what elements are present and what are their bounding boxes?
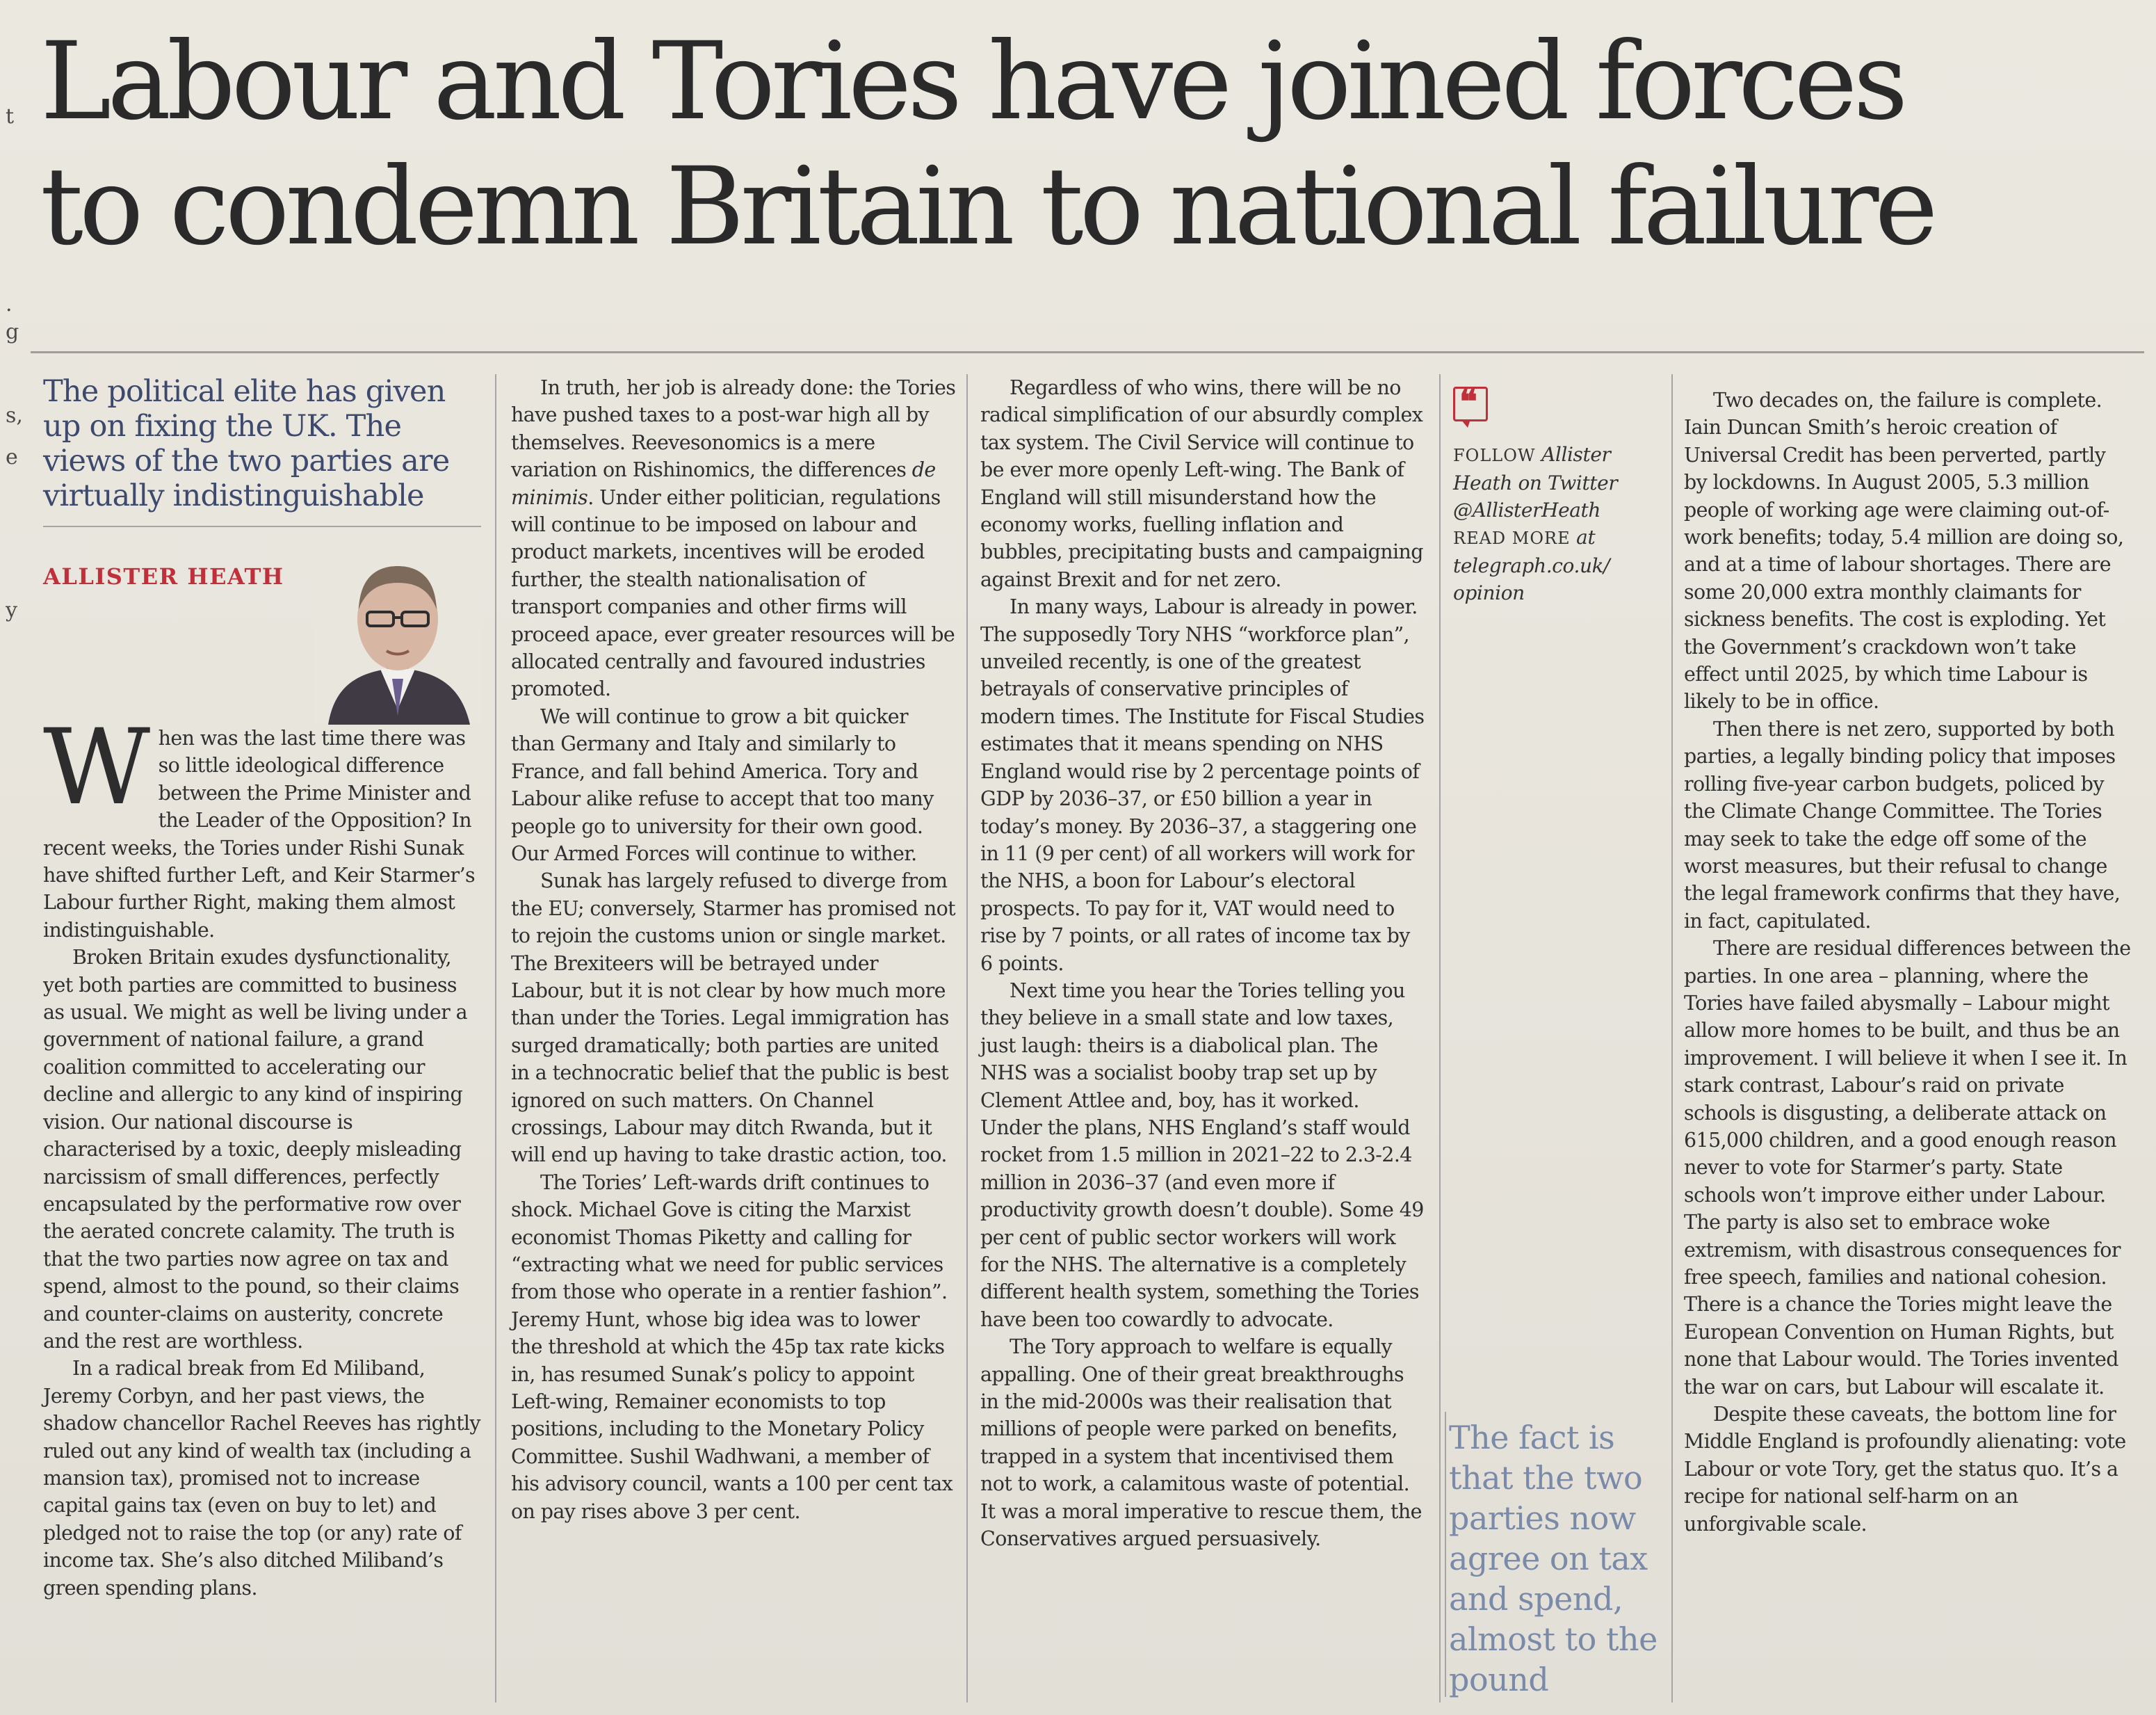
bleed-fragment: e bbox=[6, 445, 18, 469]
pullquote-rule bbox=[1445, 1412, 1446, 1697]
body-paragraph: Next time you hear the Tories telling you they believe in a small state and low taxes, just laugh: theirs is a diabolical plan. The NHS was a socialist booby trap set up by Clement Attlee and, boy, has it worked. Under the plans, NHS England’s staff would rocket from 1.5 million in 2021–22 to 2.3-2.4 million in 2036–37 (and even more if productivity growth doesn’t double). Some 49 per cent of public sector workers will work for the NHS. The alternative is a completely different health system, something the Tories have been too cowardly to advocate. bbox=[980, 979, 1424, 1331]
article-column-3 bbox=[980, 374, 1425, 1552]
pull-quote: The fact is that the two parties now agree on tax and spend, almost to the pound bbox=[1449, 1419, 1657, 1698]
author-byline: ALLISTER HEATH bbox=[43, 563, 284, 590]
latin-phrase: de minimis bbox=[511, 458, 936, 509]
body-paragraph: There are residual differences between the parties. In one area – planning, where the Tories have failed abysmally – Labour might allow more homes to be built, and thus be an improvement. I will believe it when I see it. In stark contrast, Labour’s raid on private schools is disgusting, a deliberate attack on 615,000 children, and a good enough reason never to vote for Starmer’s party. State schools won’t improve either under Labour. The party is also set to embrace woke extremism, with disastrous consequences for free speech, families and national cohesion. There is a chance the Tories might leave the European Convention on Human Rights, but none that Labour would. The Tories invented the war on cars, but Labour will escalate it. bbox=[1684, 937, 2131, 1399]
body-paragraph: Two decades on, the failure is complete. Iain Duncan Smith’s heroic creation of Universal Credit has been perverted, partly by lockdowns. In August 2005, 5.3 million people of working age were claiming out-of-work benefits; today, 5.4 million are doing so, and at a time of labour shortages. There are some 20,000 extra monthly claimants for sickness benefits. The cost is exploding. Yet the Government’s crackdown won’t take effect until 2025, by which time Labour is likely to be in office. bbox=[1684, 389, 2124, 714]
body-paragraph: We will continue to grow a bit quicker than Germany and Italy and similarly to France, and fall behind America. Tory and Labour alike refuse to accept that too many people go to university for their own good. Our Armed Forces will continue to wither. bbox=[511, 704, 934, 865]
body-paragraph: In truth, her job is already done: the Tories have pushed taxes to a post-war high all by themselves. Reevesonomics is a mere variation on Rishinomics, the differences de minimis. Under either politician, regulations will continue to be imposed on labour and product markets, incentives will be eroded further, the stealth nationalisation of transport companies and other firms will proceed apace, ever greater resources will be allocated centrally and favoured industries promoted. bbox=[511, 376, 956, 701]
body-paragraph: In a radical break from Ed Miliband, Jeremy Corbyn, and her past views, the shadow chancellor Rachel Reeves has rightly ruled out any kind of wealth tax (including a mansion tax), promised not to increase capital gains tax (even on buy to let) and pledged not to raise the top (or any) rate of income tax. She’s also ditched Miliband’s green spending plans. bbox=[43, 1357, 480, 1600]
headline-rule bbox=[31, 351, 2144, 353]
column-divider bbox=[1671, 374, 1673, 1702]
body-paragraph: Broken Britain exudes dysfunctionality, yet both parties are committed to business as usual. We might as well be living under a government of national failure, a grand coalition committed to accelerating our decline and allergic to any kind of inspiring vision. Our national discourse is characterised by a toxic, deeply misleading narcissism of small differences, perfectly encapsulated by the performative row over the aerated concrete calamity. The truth is that the two parties now agree on tax and spend, almost to the pound, so their claims and counter-claims on austerity, concrete and the rest are worthless. bbox=[43, 946, 467, 1353]
bleed-fragment: . bbox=[6, 292, 13, 316]
author-portrait bbox=[314, 542, 481, 725]
follow-promo: FOLLOW Allister Heath on Twitter @AllisterHeath READ MORE at telegraph.co.uk/ opinion bbox=[1453, 443, 1618, 604]
standfirst: The political elite has given up on fixing the UK. The views of the two parties are virtually indistinguishable bbox=[43, 374, 450, 513]
headline-line-2: to condemn Britain to national failure bbox=[40, 145, 1934, 269]
body-paragraph: The Tory approach to welfare is equally appalling. One of their great breakthroughs in the mid-2000s was their realisation that millions of people were parked on benefits, trapped in a system that incentivised them not to work, a calamitous waste of potential. It was a moral imperative to rescue them, the Conservatives argued persuasively. bbox=[980, 1335, 1422, 1551]
headline-line-1: Labour and Tories have joined forces bbox=[40, 19, 1904, 144]
body-paragraph: Sunak has largely refused to diverge from the EU; conversely, Starmer has promised not to rejoin the customs union or single market. The Brexiteers will be betrayed under Labour, but it is not clear by how much more than under the Tories. Legal immigration has surged dramatically; both parties are united in a technocratic belief that the public is best ignored on such matters. On Channel crossings, Labour may ditch Rwanda, but it will end up having to take drastic action, too. bbox=[511, 869, 956, 1167]
read-more-link[interactable]: at telegraph.co.uk/ opinion bbox=[1453, 526, 1610, 604]
column-divider bbox=[495, 374, 496, 1702]
body-paragraph: The Tories’ Left-wards drift continues to shock. Michael Gove is citing the Marxist economist Thomas Piketty and calling for “extracting what we need for public services from those who operate in a rentier fashion”. Jeremy Hunt, whose big idea was to lower the threshold at which the 45p tax rate kicks in, has resumed Sunak’s policy to appoint Left-wing, Remainer economists to top positions, including to the Monetary Policy Committee. Sushil Wadhwani, a member of his advisory council, wants a 100 per cent tax on pay rises above 3 per cent. bbox=[511, 1170, 953, 1523]
body-paragraph: Regardless of who wins, there will be no radical simplification of our absurdly complex tax system. The Civil Service will continue to be ever more openly Left-wing. The Bank of England will still misunderstand how the economy works, fuelling inflation and bubbles, precipitating busts and campaigning against Brexit and for net zero. bbox=[980, 376, 1423, 591]
article-column-2 bbox=[511, 374, 956, 1525]
body-paragraph: Despite these caveats, the bottom line for Middle England is profoundly alienating: vote Labour or vote Tory, get the status quo. It’s a recipe for national self-harm on an unforgivable scale. bbox=[1684, 1403, 2126, 1536]
bleed-fragment: g bbox=[6, 320, 19, 344]
bleed-fragment: s, bbox=[6, 403, 23, 428]
drop-cap: W bbox=[43, 707, 150, 828]
article-headline bbox=[40, 19, 2140, 270]
column-divider bbox=[1439, 374, 1441, 1702]
article-column-1 bbox=[43, 374, 481, 1602]
bleed-fragment: y bbox=[6, 598, 17, 622]
adjacent-column-bleed bbox=[0, 0, 31, 1715]
body-paragraph: When was the last time there was so little ideological difference between the Prime Minister and the Leader of the Opposition? In recent weeks, the Tories under Rishi Sunak have shifted further Left, and Keir Starmer’s Labour further Right, making them almost indistinguishable. bbox=[43, 707, 476, 942]
body-paragraph: Then there is net zero, supported by both parties, a legally binding policy that imposes rolling five-year carbon budgets, policed by the Climate Change Committee. The Tories may seek to take the edge off some of the worst measures, but their refusal to change the legal framework confirms that they have, in fact, capitulated. bbox=[1684, 717, 2121, 933]
standfirst-divider bbox=[43, 526, 481, 527]
sidebar-column bbox=[1453, 383, 1662, 606]
speech-bubble-quote-icon: ❝ bbox=[1453, 387, 1488, 421]
body-paragraph: In many ways, Labour is already in power. The supposedly Tory NHS “workforce plan”, unveiled recently, is one of the greatest betrayals of conservative principles of modern times. The Institute for Fiscal Studies estimates that it means spending on NHS England would rise by 2 percentage points of GDP by 2036–37, or £50 billion a year in today’s money. By 2036–37, a staggering one in 11 (9 per cent) of all workers will work for the NHS, a boon for Labour’s electoral prospects. To pay for it, VAT would need to rise by 7 points, or all rates of income tax by 6 points. bbox=[980, 595, 1425, 975]
article-column-5 bbox=[1684, 387, 2132, 1538]
bleed-fragment: t bbox=[6, 104, 15, 129]
byline-block bbox=[43, 542, 481, 712]
twitter-handle[interactable]: Allister Heath on Twitter @AllisterHeath bbox=[1453, 443, 1618, 522]
column-divider bbox=[966, 374, 968, 1702]
